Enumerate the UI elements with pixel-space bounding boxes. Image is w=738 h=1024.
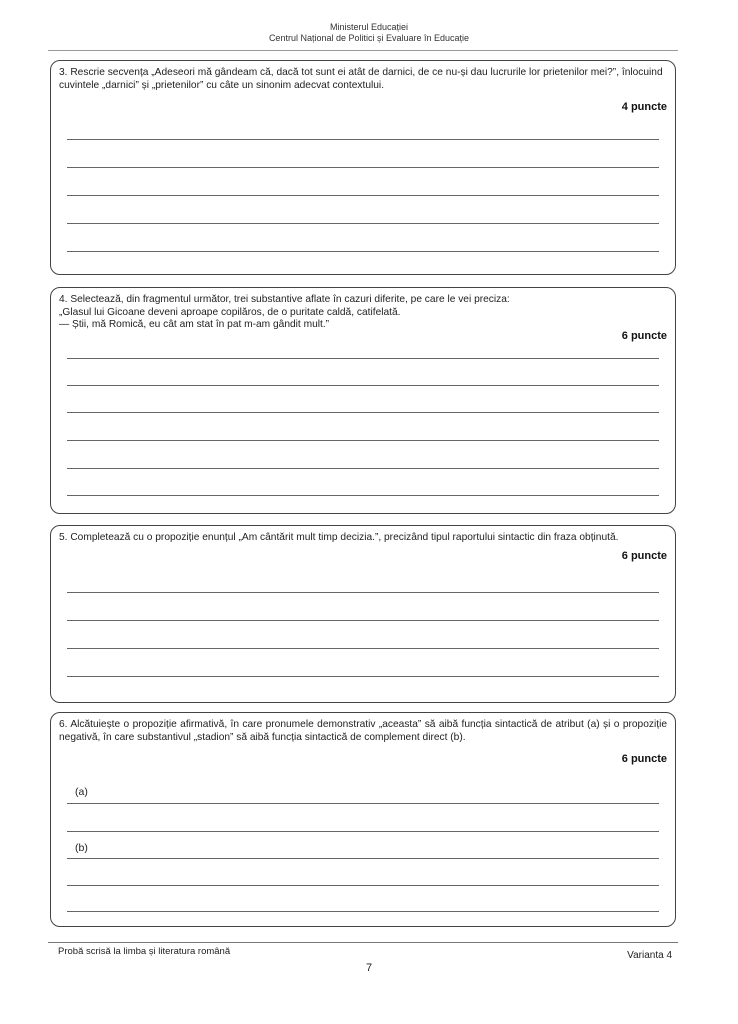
question-4-prompt: 4. Selectează, din fragmentul următor, trei substantive aflate în cazuri diferite, pe care le vei preciza: <box>59 294 510 305</box>
answer-line[interactable] <box>67 592 659 593</box>
question-4-quote-line-2: — Știi, mă Romică, eu cât am stat în pat m-am gândit mult.” <box>59 319 330 330</box>
answer-line[interactable] <box>67 139 659 140</box>
question-4-quote-line-1: „Glasul lui Gicoane deveni aproape copilăros, de o puritate caldă, catifelată. <box>59 306 401 318</box>
question-5-points: 6 puncte <box>621 550 667 562</box>
answer-line[interactable] <box>67 412 659 413</box>
question-6-prompt: 6. Alcătuiește o propoziție afirmativă, în care pronumele demonstrativ „aceasta” să aibă funcția sintactică de atribut (a) și o propoziție negativă, în care substantivul „stadion” să aibă funcția sintactică de complement direct (b). <box>59 719 667 743</box>
answer-line[interactable] <box>67 620 659 621</box>
exam-subject: Probă scrisă la limba și literatura română <box>58 946 231 957</box>
question-6-box <box>50 712 676 927</box>
answer-line[interactable] <box>67 223 659 224</box>
center-name: Centrul Național de Politici și Evaluare în Educație <box>268 33 470 43</box>
answer-line[interactable] <box>67 167 659 168</box>
answer-line[interactable] <box>67 195 659 196</box>
answer-line[interactable] <box>67 385 659 386</box>
answer-line[interactable] <box>67 358 659 359</box>
exam-variant: Varianta 4 <box>627 950 672 961</box>
answer-line[interactable] <box>67 251 659 252</box>
answer-line[interactable] <box>67 911 659 912</box>
question-5-prompt: 5. Completează cu o propoziție enunțul „Am cântărit mult timp decizia.”, precizând tipul raportului sintactic din fraza obținută. <box>59 532 619 543</box>
footer-divider <box>48 942 678 943</box>
page-number: 7 <box>365 962 373 974</box>
question-5-text <box>59 532 667 545</box>
header-divider <box>48 50 678 51</box>
page-header <box>0 22 738 44</box>
answer-line[interactable] <box>67 885 659 886</box>
question-4-points: 6 puncte <box>621 330 667 342</box>
answer-line[interactable] <box>67 440 659 441</box>
question-3-box <box>50 60 676 275</box>
answer-line[interactable] <box>67 676 659 677</box>
question-5-box <box>50 525 676 703</box>
answer-line[interactable] <box>67 831 659 832</box>
question-4-text <box>59 294 667 332</box>
answer-label-a: (a) <box>75 786 88 798</box>
question-4-box <box>50 287 676 514</box>
question-6-text <box>59 719 667 744</box>
question-3-text <box>59 67 667 92</box>
question-3-prompt: 3. Rescrie secvența „Adeseori mă gândeam că, dacă tot sunt ei atât de darnici, de ce nu-și dau lucrurile lor prietenilor mei?”, înlocuind cuvintele „darnici” și „prietenilor” cu câte un sinonim adecvat contextului. <box>59 67 663 91</box>
answer-line[interactable] <box>67 803 659 804</box>
question-3-points: 4 puncte <box>621 101 667 113</box>
ministry-name: Ministerul Educației <box>329 22 409 32</box>
answer-label-b: (b) <box>75 842 88 854</box>
answer-line[interactable] <box>67 648 659 649</box>
answer-line[interactable] <box>67 858 659 859</box>
answer-line[interactable] <box>67 495 659 496</box>
answer-line[interactable] <box>67 468 659 469</box>
question-6-points: 6 puncte <box>621 753 667 765</box>
